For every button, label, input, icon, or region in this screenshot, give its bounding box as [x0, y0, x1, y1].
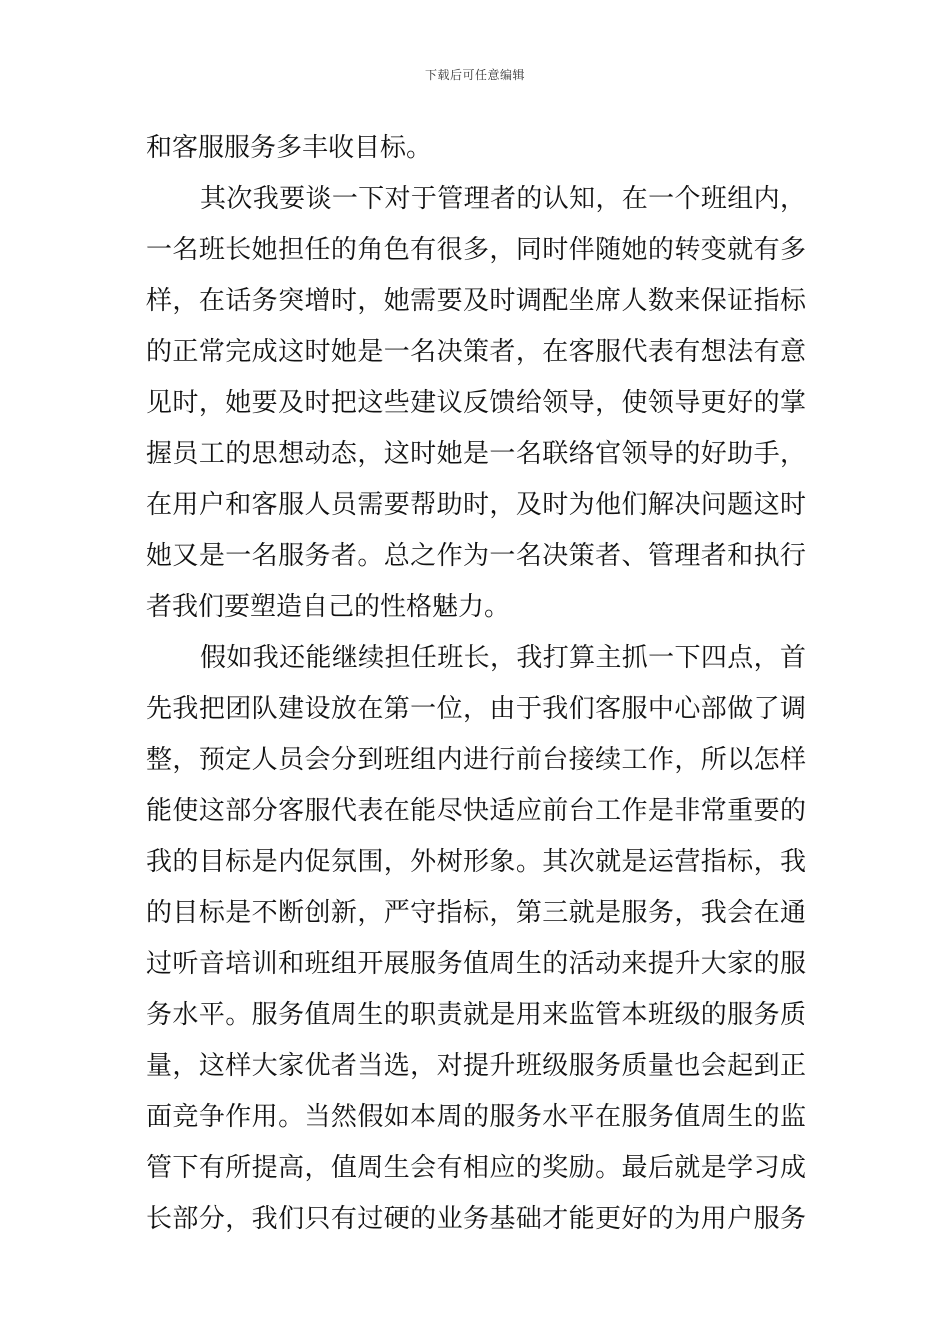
text-line: 务水平。服务值周生的职责就是用来监管本班级的服务质: [146, 1000, 806, 1030]
text-line: 整，预定人员会分到班组内进行前台接续工作，所以怎样: [146, 745, 806, 775]
text-line: 过听音培训和班组开展服务值周生的活动来提升大家的服: [146, 949, 806, 979]
text-line: 的目标是不断创新，严守指标，第三就是服务，我会在通: [146, 898, 806, 928]
text-line: 见时，她要及时把这些建议反馈给领导，使领导更好的掌: [146, 388, 806, 418]
text-line: 能使这部分客服代表在能尽快适应前台工作是非常重要的: [146, 796, 806, 826]
text-line: 她又是一名服务者。总之作为一名决策者、管理者和执行: [146, 541, 806, 571]
text-line: 管下有所提高，值周生会有相应的奖励。最后就是学习成: [146, 1153, 806, 1183]
text-line: 和客服服务多丰收目标。: [146, 133, 433, 163]
paragraph-first-line: 其次我要谈一下对于管理者的认知，在一个班组内，: [200, 184, 806, 214]
text-line: 量，这样大家优者当选，对提升班级服务质量也会起到正: [146, 1051, 806, 1081]
page-header: 下载后可任意编辑: [424, 68, 525, 82]
text-line: 在用户和客服人员需要帮助时，及时为他们解决问题这时: [146, 490, 806, 520]
text-line: 握员工的思想动态，这时她是一名联络官领导的好助手，: [146, 439, 806, 469]
text-line: 一名班长她担任的角色有很多，同时伴随她的转变就有多: [146, 235, 806, 265]
paragraph-first-line: 假如我还能继续担任班长，我打算主抓一下四点，首: [200, 643, 806, 673]
text-line: 者我们要塑造自己的性格魅力。: [146, 592, 511, 622]
text-line: 样，在话务突增时，她需要及时调配坐席人数来保证指标: [146, 286, 806, 316]
text-line: 长部分，我们只有过硬的业务基础才能更好的为用户服务: [146, 1204, 806, 1234]
text-line: 先我把团队建设放在第一位，由于我们客服中心部做了调: [146, 694, 806, 724]
text-line: 我的目标是内促氛围，外树形象。其次就是运营指标，我: [146, 847, 806, 877]
text-line: 面竞争作用。当然假如本周的服务水平在服务值周生的监: [146, 1102, 806, 1132]
text-line: 的正常完成这时她是一名决策者，在客服代表有想法有意: [146, 337, 806, 367]
